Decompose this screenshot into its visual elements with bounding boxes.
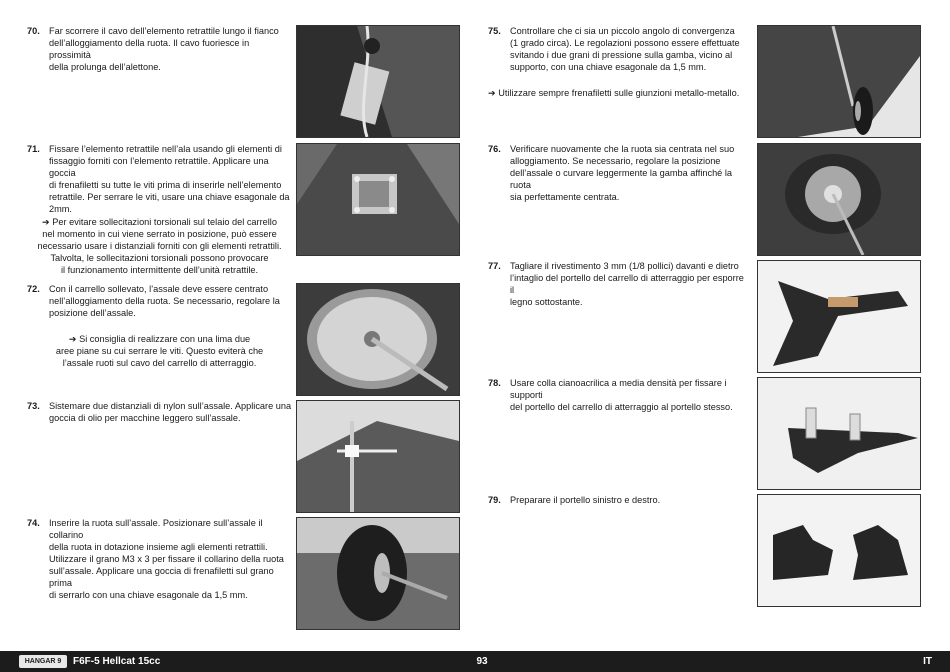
photo-step-75: [757, 25, 921, 138]
note-75: [488, 87, 750, 99]
brand-logo: HANGAR 9: [19, 655, 67, 668]
text-line: goccia di olio per macchine leggero sull’assale.: [49, 413, 241, 423]
text-line: Sistemare due distanziali di nylon sull’assale. Applicare una: [49, 401, 292, 411]
text-line: nell’alloggiamento della ruota. Se necessario, regolare la: [49, 296, 280, 306]
text-line: della ruota in dotazione insieme agli elementi retrattili.: [49, 542, 268, 552]
photo-step-78: [757, 377, 921, 490]
note-line: ➔ Si consiglia di realizzare con una lima due: [68, 334, 251, 344]
text-line: del portello del carrello di atterraggio al portello stesso.: [510, 402, 733, 412]
footer-bar: [0, 651, 950, 672]
step-78: 78. Usare colla cianoacrilica a media densità per fissare i supporti del portello del carrello di atterraggio al portello stesso.: [488, 377, 750, 405]
photo-step-76: [757, 143, 921, 256]
photo-step-72: [296, 283, 460, 396]
photo-step-73: [296, 400, 460, 513]
text-line: dell’assale o curvare leggermente la gamba affinché la ruota: [510, 168, 732, 190]
text-line: posizione dell’assale.: [49, 308, 136, 318]
step-79: 79. Preparare il portello sinistro e destro.: [488, 495, 661, 505]
note-line: Talvolta, le sollecitazioni torsionali possono provocare: [50, 253, 269, 263]
text-line: Far scorrere il cavo dell’elemento retrattile lungo il fianco: [49, 26, 279, 36]
photo-step-79: [757, 494, 921, 607]
note-line: ➔ Per evitare sollecitazioni torsionali sul telaio del carrello: [42, 217, 277, 227]
step-72: 72. Con il carrello sollevato, l’assale deve essere centrato nell’alloggiamento della ruota. Se necessario, regolare la posizione dell’assale.: [27, 284, 280, 318]
text-line: Inserire la ruota sull’assale. Posizionare sull’assale il collarino: [49, 518, 263, 540]
page-number: 93: [476, 656, 488, 667]
text-line: Preparare il portello sinistro e destro.: [510, 495, 661, 505]
text-line: Tagliare il rivestimento 3 mm (1/8 pollici) davanti e dietro: [510, 261, 739, 271]
text-line: alloggiamento. Se necessario, regolare la posizione: [510, 156, 721, 166]
note-71: [27, 216, 292, 276]
model-name: F6F-5 Hellcat 15cc: [73, 656, 161, 667]
text-line: dell’alloggiamento della ruota. Il cavo fuoriesce in prossimità: [49, 38, 250, 60]
photo-step-70: [296, 25, 460, 138]
text-line: di frenafiletti su tutte le viti prima di inserirle nell’elemento: [49, 180, 282, 190]
text-line: svitando i due grani di pressione sulla gamba, vicino al: [510, 50, 733, 60]
note-line: il funzionamento intermittente dell’unità retrattile.: [60, 265, 259, 275]
note-72: [27, 333, 292, 369]
text-line: supporto, con una chiave esagonale da 1,5 mm.: [510, 62, 707, 72]
language-code: IT: [923, 656, 932, 667]
text-line: Usare colla cianoacrilica a media densità per fissare i supporti: [510, 378, 727, 400]
text-line: Verificare nuovamente che la ruota sia centrata nel suo: [510, 144, 735, 154]
text-line: sia perfettamente centrata.: [510, 192, 620, 202]
text-line: (1 grado circa). Le regolazioni possono essere effettuate: [510, 38, 740, 48]
text-line: Fissare l’elemento retrattile nell’ala usando gli elementi di: [49, 144, 282, 154]
text-line: Utilizzare il grano M3 x 3 per fissare il collarino della ruota: [49, 554, 284, 564]
step-71: 71. Fissare l’elemento retrattile nell’ala usando gli elementi di fissaggio forniti con l’elemento retrattile. Applicare una goccia di frenafiletti su tutte le viti prima di inserirle nell’elemento retrattile. Per serrare le viti, usare una chiave esagonale da 2mm.: [27, 143, 292, 207]
step-75: 75. Controllare che ci sia un piccolo angolo di convergenza (1 grado circa). Le regolazioni possono essere effettuate svitando i due grani di pressione sulla gamba, vicino al supporto, con una chiave esagonale da 1,5 mm.: [488, 26, 740, 72]
text-line: Con il carrello sollevato, l’assale deve essere centrato: [49, 284, 269, 294]
step-73: 73. Sistemare due distanziali di nylon sull’assale. Applicare una goccia di olio per macchine leggero sull’assale.: [27, 401, 292, 423]
step-74: 74. Inserire la ruota sull’assale. Posizionare sull’assale il collarino della ruota in dotazione insieme agli elementi retrattili. Utilizzare il grano M3 x 3 per fissare il collarino della ruota sull’assale. Applicare una goccia di frenafiletti sul grano prima di serrarlo con una chiave esagonale da 1,5 mm.: [27, 517, 292, 581]
note-line: l’assale ruoti sul cavo del carrello di atterraggio.: [62, 358, 257, 368]
text-line: legno sottostante.: [510, 297, 583, 307]
note-line: ➔ Utilizzare sempre frenafiletti sulle giunzioni metallo-metallo.: [488, 88, 740, 98]
text-line: retrattile. Per serrare le viti, usare una chiave esagonale da: [49, 192, 290, 202]
text-line: Controllare che ci sia un piccolo angolo di convergenza: [510, 26, 735, 36]
note-line: nel momento in cui viene serrato in posizione, può essere: [42, 229, 277, 239]
text-line: fissaggio forniti con l’elemento retrattile. Applicare una goccia: [49, 156, 269, 178]
text-line: della prolunga dell’alettone.: [49, 62, 161, 72]
photo-step-71: [296, 143, 460, 256]
photo-step-74: [296, 517, 460, 630]
step-77: 77. Tagliare il rivestimento 3 mm (1/8 pollici) davanti e dietro l’intaglio del portello del carrello di atterraggio per esporre il legno sottostante.: [488, 260, 750, 300]
text-line: sull’assale. Applicare una goccia di frenafiletti sul grano prima: [49, 566, 274, 588]
note-line: necessario usare i distanziali forniti con gli elementi retrattili.: [37, 241, 282, 251]
text-line: 2mm.: [49, 204, 72, 214]
text-line: di serrarlo con una chiave esagonale da 1,5 mm.: [49, 590, 248, 600]
step-70: 70. Far scorrere il cavo dell’elemento retrattile lungo il fianco dell’alloggiamento della ruota. Il cavo fuoriesce in prossimità della prolunga dell’alettone.: [27, 25, 292, 65]
text-line: l’intaglio del portello del carrello di atterraggio per esporre il: [510, 273, 744, 295]
photo-step-77: [757, 260, 921, 373]
note-line: aree piane su cui serrare le viti. Questo eviterà che: [55, 346, 264, 356]
step-76: 76. Verificare nuovamente che la ruota sia centrata nel suo alloggiamento. Se necessario, regolare la posizione dell’assale o curvare leggermente la gamba affinché la ruota sia perfettamente centrata.: [488, 143, 750, 195]
